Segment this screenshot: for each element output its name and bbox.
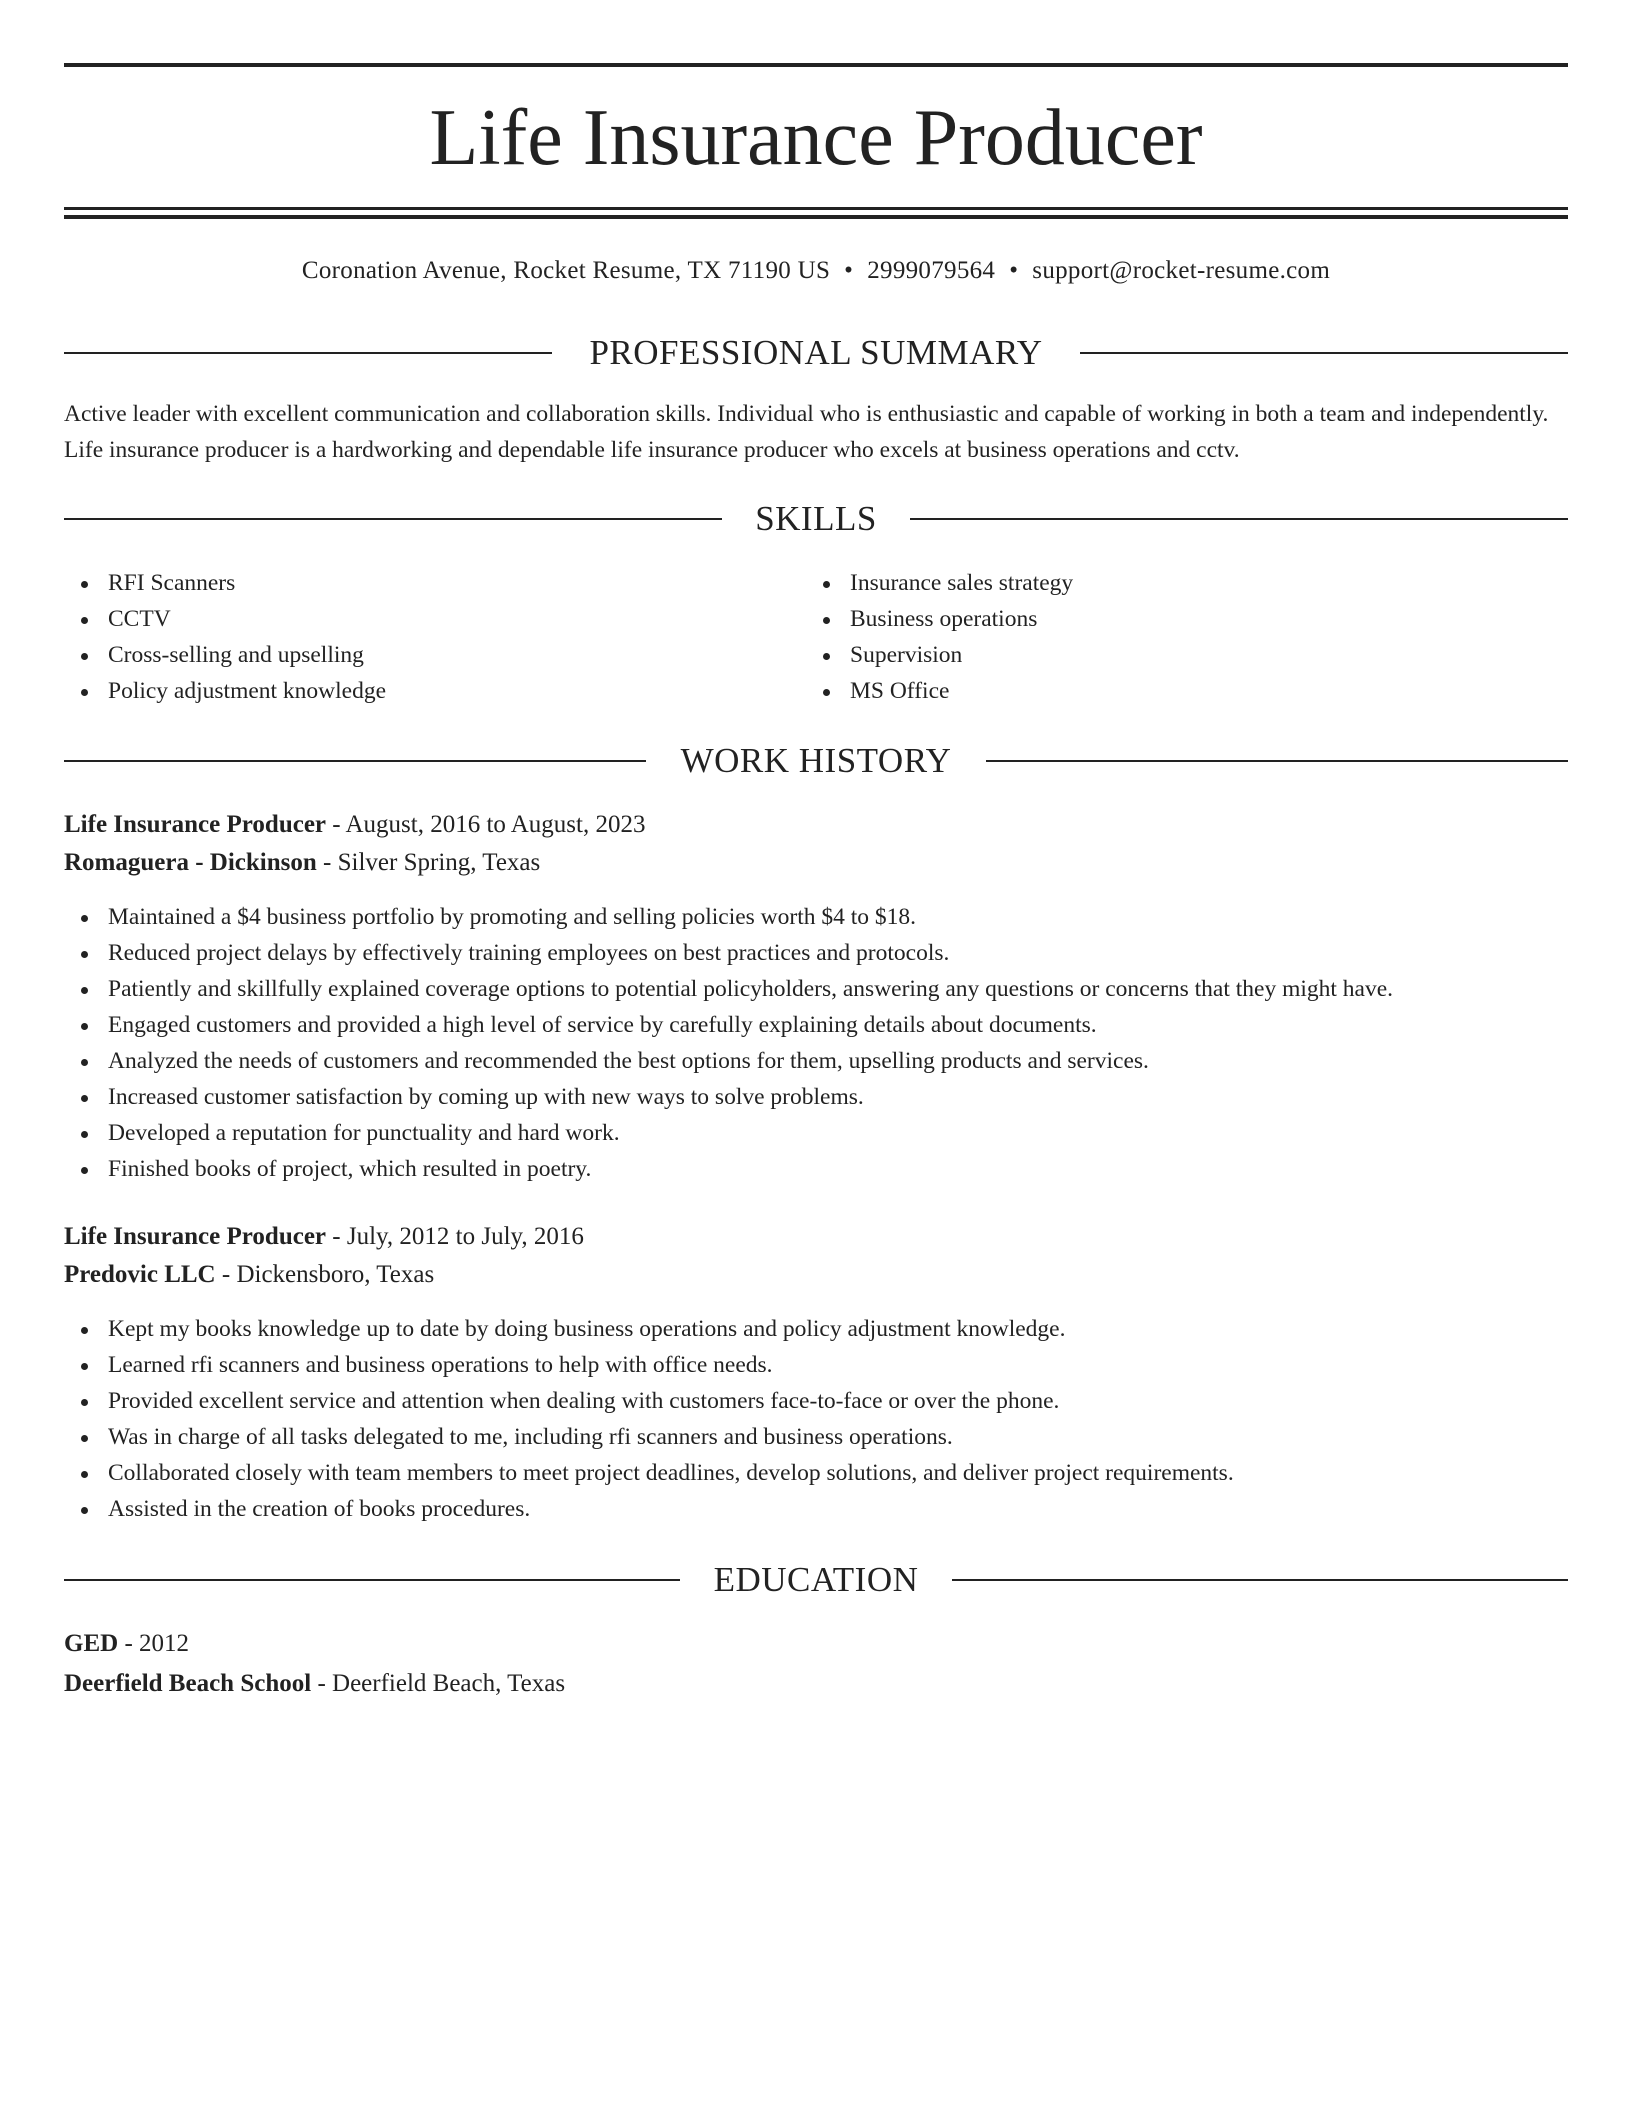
skill-item: Supervision bbox=[806, 637, 1546, 673]
job-bullet: Reduced project delays by effectively training employees on best practices and protocols. bbox=[64, 935, 1568, 971]
summary-text: Active leader with excellent communication and collaboration skills. Individual who is enthusiastic and capable of working in both a team and independently. Life insurance producer is a hardworking and dependable life insurance producer who excels at business operations and cctv. bbox=[64, 401, 1549, 463]
job-bullet: Increased customer satisfaction by coming up with new ways to solve problems. bbox=[64, 1079, 1568, 1115]
resume-name: Life Insurance Producer bbox=[429, 94, 1203, 182]
skills-list-left bbox=[64, 565, 804, 709]
job-bullet: Patiently and skillfully explained coverage options to potential policyholders, answering any questions or concerns that they might have. bbox=[64, 971, 1568, 1007]
education-school: Deerfield Beach School bbox=[64, 1670, 312, 1697]
skill-item: CCTV bbox=[64, 601, 804, 637]
job-bullet: Kept my books knowledge up to date by doing business operations and policy adjustment knowledge. bbox=[64, 1311, 1568, 1347]
job-title-line bbox=[64, 806, 1568, 844]
job-bullet: Learned rfi scanners and business operations to help with office needs. bbox=[64, 1347, 1568, 1383]
job-bullet: Provided excellent service and attention when dealing with customers face-to-face or over the phone. bbox=[64, 1383, 1568, 1419]
education-degree-line bbox=[64, 1625, 1568, 1663]
job-dates: - August, 2016 to August, 2023 bbox=[332, 811, 646, 838]
job-bullet: Engaged customers and provided a high level of service by carefully explaining details about documents. bbox=[64, 1007, 1568, 1043]
skills-section-heading bbox=[64, 497, 1568, 541]
job-bullets bbox=[64, 1311, 1568, 1527]
summary-heading-text: PROFESSIONAL SUMMARY bbox=[589, 333, 1043, 372]
job-company: Romaguera - Dickinson bbox=[64, 849, 317, 876]
education-section-heading bbox=[64, 1558, 1568, 1602]
education-degree: GED bbox=[64, 1630, 119, 1657]
job-company-line bbox=[64, 1256, 1568, 1294]
contact-separator: • bbox=[844, 257, 854, 284]
job-bullet: Analyzed the needs of customers and recommended the best options for them, upselling products and services. bbox=[64, 1043, 1568, 1079]
contact-email: support@rocket-resume.com bbox=[1032, 257, 1331, 284]
job-title-line bbox=[64, 1218, 1568, 1256]
skill-item: Cross-selling and upselling bbox=[64, 637, 804, 673]
contact-line bbox=[64, 254, 1568, 288]
job-location: - Silver Spring, Texas bbox=[323, 849, 541, 876]
education-heading-text: EDUCATION bbox=[713, 1560, 919, 1599]
skill-item: RFI Scanners bbox=[64, 565, 804, 601]
skill-item: Policy adjustment knowledge bbox=[64, 673, 804, 709]
education-school-line bbox=[64, 1665, 1568, 1703]
header-top-rule bbox=[64, 63, 1568, 67]
skill-item: Insurance sales strategy bbox=[806, 565, 1546, 601]
skill-item: Business operations bbox=[806, 601, 1546, 637]
job-title: Life Insurance Producer bbox=[64, 811, 327, 838]
skills-heading-text: SKILLS bbox=[755, 499, 877, 538]
job-dates: - July, 2012 to July, 2016 bbox=[332, 1223, 584, 1250]
job-bullet: Was in charge of all tasks delegated to me, including rfi scanners and business operations. bbox=[64, 1419, 1568, 1455]
summary-section-heading bbox=[64, 331, 1568, 375]
work-section-heading bbox=[64, 739, 1568, 783]
contact-phone: 2999079564 bbox=[867, 257, 996, 284]
job-title: Life Insurance Producer bbox=[64, 1223, 327, 1250]
contact-address: Coronation Avenue, Rocket Resume, TX 71190 US bbox=[301, 257, 831, 284]
job-company-line bbox=[64, 844, 1568, 882]
education-year: - 2012 bbox=[124, 1630, 190, 1657]
job-bullet: Finished books of project, which resulted in poetry. bbox=[64, 1151, 1568, 1187]
skills-list-right bbox=[806, 565, 1546, 709]
job-company: Predovic LLC bbox=[64, 1261, 216, 1288]
header-double-rule-upper bbox=[64, 207, 1568, 210]
job-bullets bbox=[64, 899, 1568, 1187]
skill-item: MS Office bbox=[806, 673, 1546, 709]
job-bullet: Collaborated closely with team members to meet project deadlines, develop solutions, and deliver project requirements. bbox=[64, 1455, 1568, 1491]
contact-separator: • bbox=[1009, 257, 1019, 284]
job-location: - Dickensboro, Texas bbox=[221, 1261, 435, 1288]
header-double-rule-lower bbox=[64, 215, 1568, 219]
education-location: - Deerfield Beach, Texas bbox=[317, 1670, 566, 1697]
job-bullet: Maintained a $4 business portfolio by promoting and selling policies worth $4 to $18. bbox=[64, 899, 1568, 935]
job-bullet: Assisted in the creation of books procedures. bbox=[64, 1491, 1568, 1527]
work-heading-text: WORK HISTORY bbox=[680, 741, 952, 780]
job-bullet: Developed a reputation for punctuality and hard work. bbox=[64, 1115, 1568, 1151]
